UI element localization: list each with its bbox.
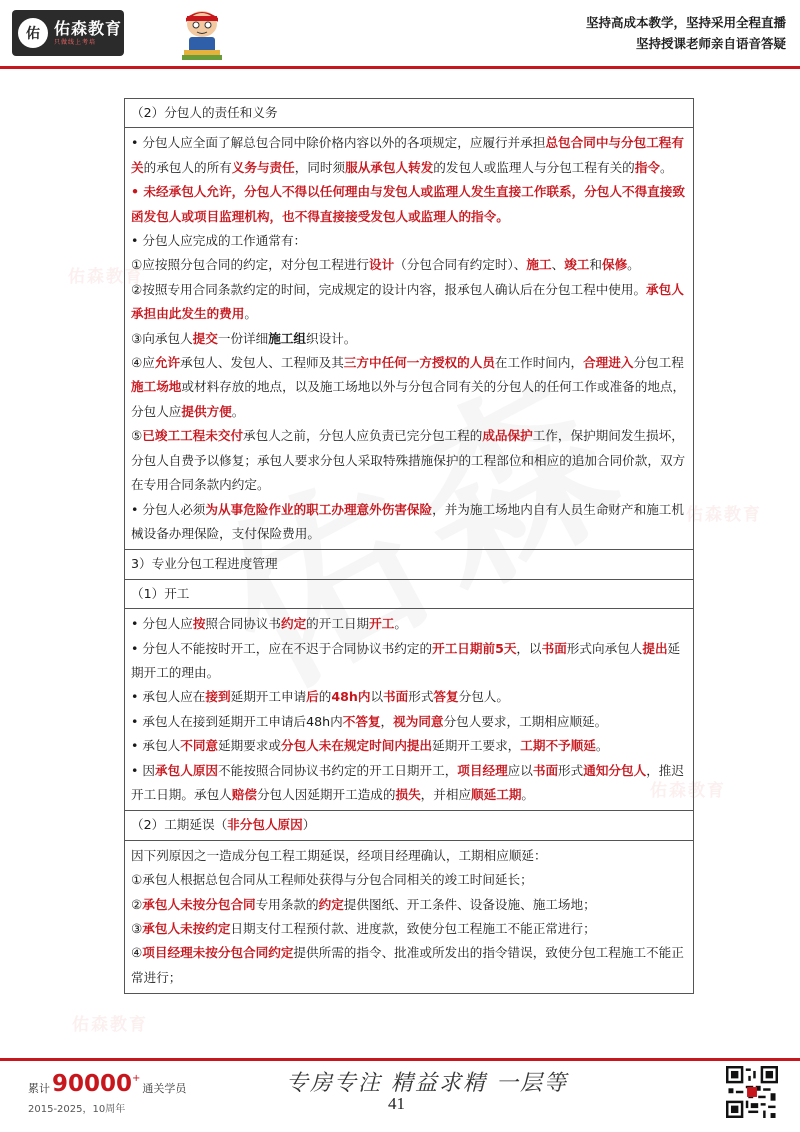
highlight-text: 视为同意 (393, 713, 444, 729)
section-body-responsibilities (125, 128, 693, 550)
highlight-text: 答复 (433, 689, 459, 705)
list-item (131, 893, 687, 917)
highlight-text: 指令 (634, 159, 660, 175)
text-segment: 一份详细 (217, 330, 269, 346)
text-segment: 以 (370, 689, 384, 705)
text-segment: ） (302, 817, 316, 833)
watermark: 佑森教育 (650, 781, 726, 801)
highlight-text: 书面 (383, 689, 409, 705)
section-body-commencement (125, 609, 693, 811)
list-item (131, 941, 687, 990)
stats-plus: + (132, 1073, 141, 1084)
text-segment: • 承包人在接到延期开工申请后48h内 (131, 713, 343, 729)
text-segment: 分包人。 (458, 689, 509, 705)
highlight-text: 赔偿 (231, 786, 257, 802)
text-segment: ， (380, 713, 394, 729)
highlight-text: 已竣工工程未交付 (142, 428, 244, 444)
text-segment: 延期要求或 (218, 738, 281, 754)
text-segment: • 承包人 (131, 738, 181, 754)
highlight-text: 总包合同中与分包工程有关 (131, 135, 684, 175)
slogan-line-2: 坚持授课老师亲自语音答疑 (635, 36, 786, 51)
text-segment: 。 (627, 257, 640, 273)
bullet-paragraph (131, 734, 687, 758)
text-segment: 延期开工的理由。 (131, 640, 681, 680)
text-segment: • 承包人应在 (131, 689, 206, 705)
highlight-text: 分包人未在规定时间内提出 (280, 738, 433, 754)
watermark: 佑森教育 (72, 1015, 148, 1035)
text-segment: 。 (659, 159, 673, 175)
text-segment: ③ (131, 921, 143, 936)
logo-tagline: 只做线上考培 (54, 39, 97, 46)
learner-stats (28, 1072, 186, 1115)
highlight-text: 保修 (601, 257, 628, 273)
text-segment: ，以 (516, 640, 542, 656)
logo-name: 佑森教育 (54, 19, 123, 38)
subsection-heading (125, 580, 693, 609)
bullet-paragraph (131, 229, 687, 253)
slogan-line-1: 坚持高成本教学，坚持采用全程直播 (585, 15, 786, 30)
text-segment: ③向承包人 (131, 330, 193, 346)
text-segment: ⑤ (131, 428, 143, 444)
highlight-text: 承包人未按约定 (142, 921, 231, 936)
highlight-text: 损失 (395, 786, 421, 802)
text-segment: 分包工程 (633, 355, 684, 371)
highlight-text: 施工 (526, 257, 552, 273)
text-segment: ②按照专用合同条款约定的时间，完成规定的设计内容，报承包人确认后在分包工程中使用。 (131, 281, 647, 297)
highlight-text: 开工日期前5天 (432, 640, 517, 656)
highlight-text: 书面 (532, 762, 559, 778)
highlight-text: 项目经理 (457, 762, 508, 778)
watermark: 佑森教育 (686, 505, 762, 525)
highlight-text: 非分包人原因 (227, 817, 303, 833)
section-body-delay (125, 841, 693, 994)
text-segment: 。 (244, 306, 257, 322)
highlight-text: 约定 (280, 616, 307, 632)
text-segment: 照合同协议书 (205, 616, 281, 632)
text-segment: • 因 (131, 762, 156, 778)
text-segment: 形式向承包人 (566, 640, 643, 656)
text-segment: • 分包人应完成的工作通常有： (131, 233, 307, 249)
text-segment: 提供图纸、开工条件、设备设施、施工场地； (343, 896, 596, 912)
highlight-text: 后 (306, 689, 319, 705)
section-heading (125, 99, 693, 128)
highlight-text: 施工场地 (131, 379, 182, 395)
stats-prefix: 累计 (28, 1082, 50, 1095)
bullet-paragraph (131, 637, 687, 686)
text-segment: • 分包人应 (131, 616, 193, 632)
highlight-text: 书面 (541, 640, 567, 656)
bullet-paragraph (131, 612, 687, 636)
highlight-text: 三方中任何一方授权的人员 (343, 355, 495, 371)
content-table (124, 98, 694, 994)
brand-logo (12, 10, 124, 56)
text-segment: 形式 (558, 762, 584, 778)
highlight-text: 承包人未按分包合同 (142, 896, 256, 912)
highlight-text: 提供方便 (181, 403, 232, 419)
text-segment: 工作，保护期间发生损坏，分包人自费予以修复；承包人要求分包人采取特殊措施保护的工程部位和相应的追加合同价款，双方在专用合同条款内约定。 (131, 428, 686, 493)
text-segment: 。 (231, 403, 245, 419)
text-segment: 延期开工申请 (230, 689, 307, 705)
text-segment: 。 (595, 738, 609, 754)
text-segment: • 分包人必须 (131, 501, 206, 517)
text-segment: • 分包人应全面了解总包合同中除价格内容以外的各项规定，应履行并承担 (131, 135, 546, 151)
subsection-title (131, 813, 687, 837)
watermark: 佑森教育 (68, 267, 144, 287)
text-segment: 的 (318, 689, 332, 705)
qr-code-icon (726, 1066, 778, 1118)
text-segment: ，同时须 (294, 159, 346, 175)
text-segment: 的开工日期 (306, 616, 370, 632)
text-segment: 在工作时间内， (494, 355, 584, 371)
stats-number: 90000 (52, 1071, 133, 1097)
section-title: （2）分包人的责任和义务 (131, 105, 278, 120)
text-segment: 承包人、发包人、工程师及其 (180, 355, 344, 371)
highlight-text: 成品保护 (482, 428, 533, 444)
text-segment: 日期支付工程预付款、进度款，致使分包工程施工不能正常进行； (230, 921, 596, 936)
highlight-text: 提出 (642, 640, 668, 656)
text-segment: 织设计。 (306, 330, 357, 346)
highlight-text: 顺延工期 (471, 786, 522, 802)
highlight-text: 承包人承担由此发生的费用 (131, 281, 684, 322)
text-segment: 分包人因延期开工造成的 (256, 786, 396, 802)
anniversary-years: 2015-2025，10周年 (28, 1104, 126, 1115)
highlight-text: 工期不予顺延 (520, 738, 596, 754)
highlight-text: 设计 (368, 257, 395, 273)
highlight-text: 项目经理未按分包合同约定 (142, 945, 294, 961)
text-segment: （分包合同有约定时）、 (394, 257, 527, 273)
text-segment: ④ (131, 945, 143, 961)
list-item (131, 253, 687, 277)
text-segment: 形式 (408, 689, 434, 705)
text-segment: ，并相应 (420, 786, 472, 802)
section-title: 3）专业分包工程进度管理 (131, 556, 278, 572)
list-item (131, 917, 687, 941)
page-number: 41 (388, 1094, 405, 1113)
highlight-text: 合理进入 (583, 355, 634, 371)
text-segment: 专用条款的 (255, 896, 319, 912)
text-segment: • 分包人不能按时开工，应在不迟于合同协议书约定的 (131, 640, 433, 656)
highlight-text: 为从事危险作业的职工办理意外伤害保险 (205, 501, 433, 517)
list-item (131, 327, 687, 351)
bullet-paragraph (131, 759, 687, 808)
text-segment: 承包人之前，分包人应负责已完分包工程的 (243, 428, 483, 444)
text-segment: 不能按照合同协议书约定的开工日期开工， (218, 762, 458, 778)
text-segment: 或材料存放的地点，以及施工场地以外与分包合同有关的分包人的任何工作或准备的地点，分包人应 (131, 379, 686, 419)
list-item (131, 424, 687, 497)
text-segment: 。 (394, 616, 407, 632)
text-segment: ，推迟开工日期。承包人 (131, 762, 684, 802)
highlight-text: 不答复 (342, 713, 381, 729)
subsection-title: （1）开工 (131, 585, 190, 601)
highlight-text: 48h内 (331, 689, 371, 705)
highlight-text: 允许 (154, 355, 181, 371)
highlight-text: 开工 (369, 616, 395, 632)
text-segment: ①应按照分包合同的约定，对分包工程进行 (131, 257, 369, 273)
highlight-text: 承包人原因 (155, 762, 218, 778)
footer-divider (0, 1058, 800, 1061)
text-segment: 的发包人或监理人与分包工程有关的 (433, 159, 635, 175)
highlight-text: 按 (192, 616, 206, 632)
list-item (131, 278, 687, 327)
highlight-text: 提交 (192, 330, 218, 346)
text-segment: 分包人要求，工期相应顺延。 (443, 713, 608, 729)
highlight-text: 竣工 (564, 257, 590, 273)
section-heading (125, 550, 693, 579)
mascot-icon (178, 6, 226, 62)
highlight-text: 接到 (205, 689, 231, 705)
stats-suffix: 通关学员 (142, 1082, 187, 1095)
bold-text: 施工组 (268, 330, 307, 346)
header-divider (0, 66, 800, 69)
slogan (586, 12, 786, 54)
text-segment: ④应 (131, 355, 155, 371)
text-segment: 的承包人的所有 (143, 159, 232, 175)
text-segment: ② (131, 896, 143, 912)
bullet-paragraph (131, 685, 687, 709)
text-segment: 延期开工要求， (432, 738, 521, 754)
paragraph (131, 844, 687, 868)
subsection-heading (125, 811, 693, 840)
list-item (131, 868, 687, 892)
highlight-text: • 未经承包人允许，分包人不得以任何理由与发包人或监理人发生直接工作联系，分包人不得直接致函发包人或项目监理机构，也不得直接接受发包人或监理人的指令。 (131, 184, 685, 224)
bullet-paragraph (131, 131, 687, 180)
highlight-text: 约定 (318, 896, 344, 912)
text-segment: ①承包人根据总包合同从工程师处获得与分包合同相关的竣工时间延长； (131, 872, 533, 888)
text-segment: 因下列原因之一造成分包工程工期延误，经项目经理确认，工期相应顺延： (131, 847, 547, 863)
text-segment: 和 (589, 257, 602, 273)
page-header (0, 0, 800, 68)
highlight-text: 不同意 (180, 738, 218, 754)
text-segment: 。 (521, 786, 534, 802)
highlight-text: 服从承包人转发 (345, 159, 434, 175)
bullet-paragraph (131, 498, 687, 547)
highlight-text: 义务与责任 (231, 159, 295, 175)
text-segment: 、 (551, 257, 565, 273)
handwritten-motto: 专房专注 精益求精 一层等 (286, 1071, 568, 1096)
text-segment: ，并为施工场地内自有人员生命财产和施工机械设备办理保险，支付保险费用。 (131, 501, 684, 541)
bullet-paragraph (131, 180, 687, 229)
text-segment: 提供所需的指令、批准或所发出的指令错误，致使分包工程施工不能正常进行； (131, 945, 684, 985)
list-item (131, 351, 687, 424)
highlight-text: 通知分包人 (583, 762, 647, 778)
text-segment: 应以 (507, 762, 533, 778)
text-segment: （2）工期延误（ (131, 817, 228, 833)
logo-seal-icon: 佑 (18, 18, 48, 48)
bullet-paragraph (131, 710, 687, 734)
